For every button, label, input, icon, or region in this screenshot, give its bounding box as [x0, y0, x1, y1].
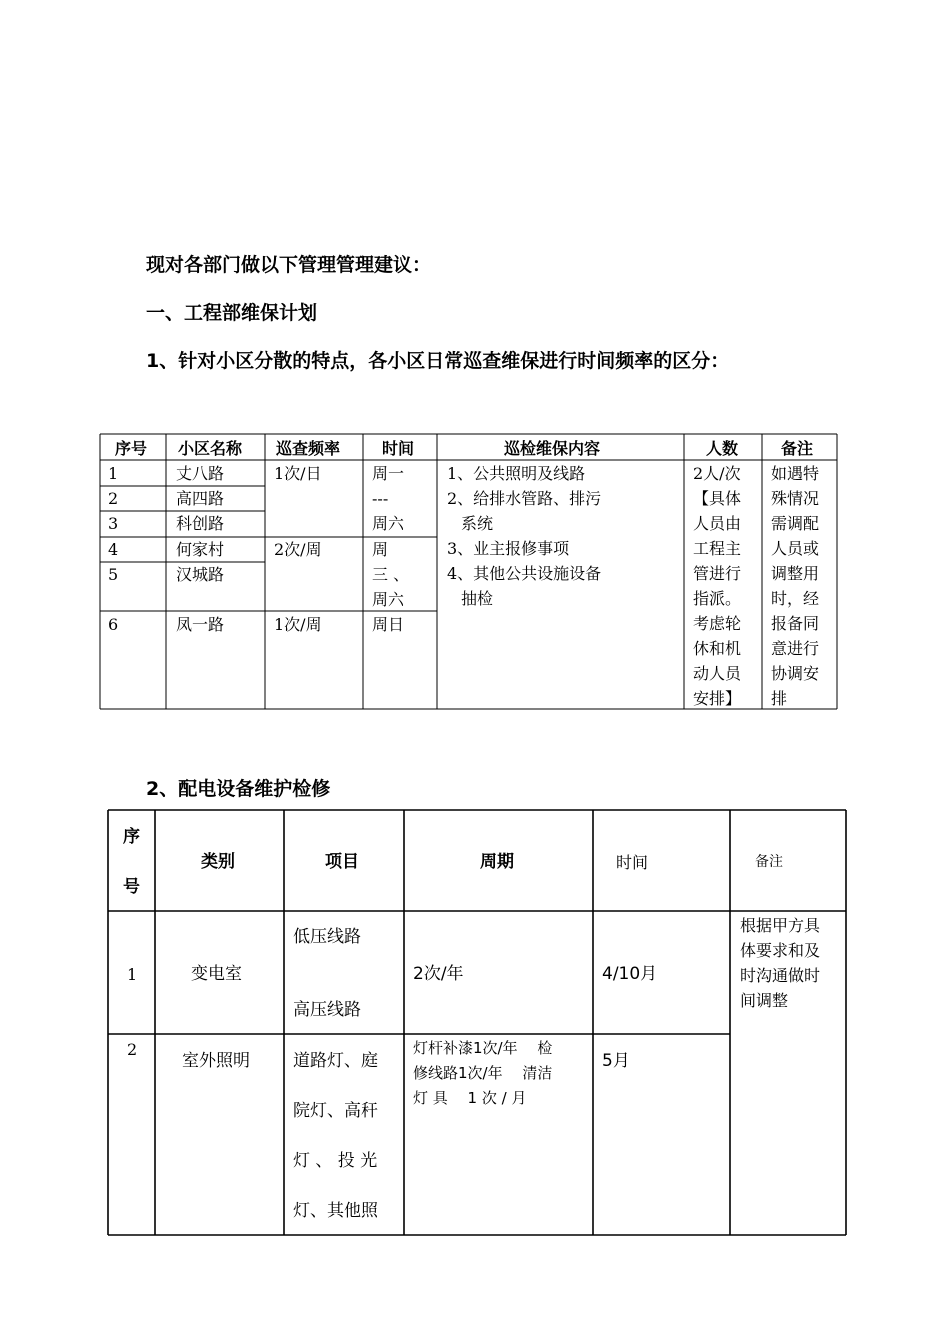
t2-remark-line: 根据甲方具 — [740, 916, 821, 935]
t1-row-name: 丈八路 — [176, 464, 225, 483]
t1-row-name: 汉城路 — [176, 565, 225, 584]
t1-header-no: 序号 — [115, 439, 148, 458]
t1-header-time: 时间 — [382, 439, 415, 458]
t1-people-line: 考虑轮 — [693, 614, 742, 633]
t1-content-line: 2、给排水管路、排污 — [447, 489, 602, 508]
t1-content-line: 1、公共照明及线路 — [447, 464, 586, 483]
t1-people-line: 动人员 — [693, 664, 742, 683]
subsection-title-power: 2、配电设备维护检修 — [146, 778, 331, 800]
t2-row-category: 变电室 — [191, 964, 242, 984]
intro-text: 现对各部门做以下管理管理建议： — [146, 254, 432, 276]
t1-time: 周六 — [372, 514, 405, 533]
t1-people-line: 休和机 — [693, 639, 742, 658]
t2-header-remark: 备注 — [755, 854, 783, 870]
t1-content-line: 抽检 — [461, 589, 494, 608]
t2-row-cycle: 2次/年 — [413, 964, 464, 984]
t1-people-line: 2人/次 — [693, 464, 741, 483]
t2-row-cycle: 灯 具 1 次 / 月 — [413, 1089, 527, 1107]
t1-remark-line: 调整用 — [771, 564, 820, 583]
t1-row-name: 何家村 — [176, 540, 225, 559]
t1-row-no: 5 — [108, 565, 119, 584]
t1-remark-line: 意进行 — [771, 639, 820, 658]
t2-row-time: 4/10月 — [602, 964, 658, 984]
t1-remark-line: 殊情况 — [771, 489, 820, 508]
t1-remark-line: 报备同 — [771, 614, 820, 633]
t1-remark-line: 时，经 — [771, 589, 820, 608]
t1-people-line: 【具体 — [693, 489, 742, 508]
t2-row-category: 室外照明 — [182, 1051, 250, 1071]
t1-time: 周六 — [372, 590, 405, 609]
t1-header-name: 小区名称 — [178, 439, 243, 458]
subsection-title-patrol: 1、针对小区分散的特点，各小区日常巡查维保进行时间频率的区分： — [146, 350, 730, 372]
t2-row-time: 5月 — [602, 1051, 630, 1071]
t1-remark-line: 排 — [771, 689, 788, 708]
t2-row-cycle: 修线路1次/年 清洁 — [413, 1064, 553, 1082]
t1-freq: 1次/周 — [274, 615, 322, 634]
t1-time: 三 、 — [372, 565, 410, 584]
t1-content-line: 3、业主报修事项 — [447, 539, 570, 558]
t1-freq: 1次/日 — [274, 464, 322, 483]
t2-row-item: 高压线路 — [293, 1000, 361, 1020]
t1-row-no: 3 — [108, 514, 119, 533]
t1-remark-line: 如遇特 — [771, 464, 820, 483]
t1-header-freq: 巡查频率 — [276, 439, 341, 458]
t2-header-item: 项目 — [325, 852, 359, 872]
t2-row-no: 1 — [127, 965, 138, 984]
t2-header-cycle: 周期 — [480, 852, 514, 872]
t1-time: --- — [372, 489, 389, 508]
t2-header-no-1: 序 — [123, 827, 140, 847]
t1-row-no: 6 — [108, 615, 119, 634]
t1-remark-line: 人员或 — [771, 539, 820, 558]
t1-row-name: 高四路 — [176, 489, 225, 508]
t2-remark-line: 间调整 — [740, 991, 789, 1010]
t1-row-name: 科创路 — [176, 514, 225, 533]
t2-row-no: 2 — [127, 1040, 138, 1059]
t2-remark-line: 时沟通做时 — [740, 966, 821, 985]
t2-row-item: 院灯、高秆 — [293, 1101, 378, 1121]
t2-header-category: 类别 — [201, 852, 235, 872]
t2-remark-line: 体要求和及 — [740, 941, 821, 960]
t1-people-line: 指派。 — [693, 589, 742, 608]
t1-remark-line: 协调安 — [771, 664, 820, 683]
section-title-engineering: 一、工程部维保计划 — [146, 302, 318, 324]
t1-row-name: 凤一路 — [176, 615, 225, 634]
t2-row-item: 低压线路 — [293, 927, 361, 947]
t2-row-item: 道路灯、庭 — [293, 1051, 378, 1071]
t1-time: 周日 — [372, 615, 405, 634]
t1-time: 周一 — [372, 464, 405, 483]
t1-people-line: 管进行 — [693, 564, 742, 583]
t2-row-cycle: 灯杆补漆1次/年 检 — [413, 1039, 553, 1057]
t1-header-content: 巡检维保内容 — [504, 439, 601, 458]
t1-freq: 2次/周 — [274, 540, 322, 559]
t1-content-line: 系统 — [461, 514, 494, 533]
t2-header-no-2: 号 — [123, 877, 140, 897]
t1-people-line: 安排】 — [693, 689, 742, 708]
t1-time: 周 — [372, 540, 389, 559]
t1-row-no: 2 — [108, 489, 119, 508]
t1-row-no: 1 — [108, 464, 119, 483]
t2-row-item: 灯、其他照 — [293, 1201, 378, 1221]
t2-row-item: 灯 、 投 光 — [293, 1151, 378, 1171]
t1-header-remark: 备注 — [781, 439, 814, 458]
t1-row-no: 4 — [108, 540, 119, 559]
t1-people-line: 工程主 — [693, 539, 742, 558]
t1-remark-line: 需调配 — [771, 514, 820, 533]
t1-content-line: 4、其他公共设施设备 — [447, 564, 602, 583]
t1-people-line: 人员由 — [693, 514, 742, 533]
t1-header-people: 人数 — [706, 439, 739, 458]
t2-header-time: 时间 — [616, 853, 649, 872]
